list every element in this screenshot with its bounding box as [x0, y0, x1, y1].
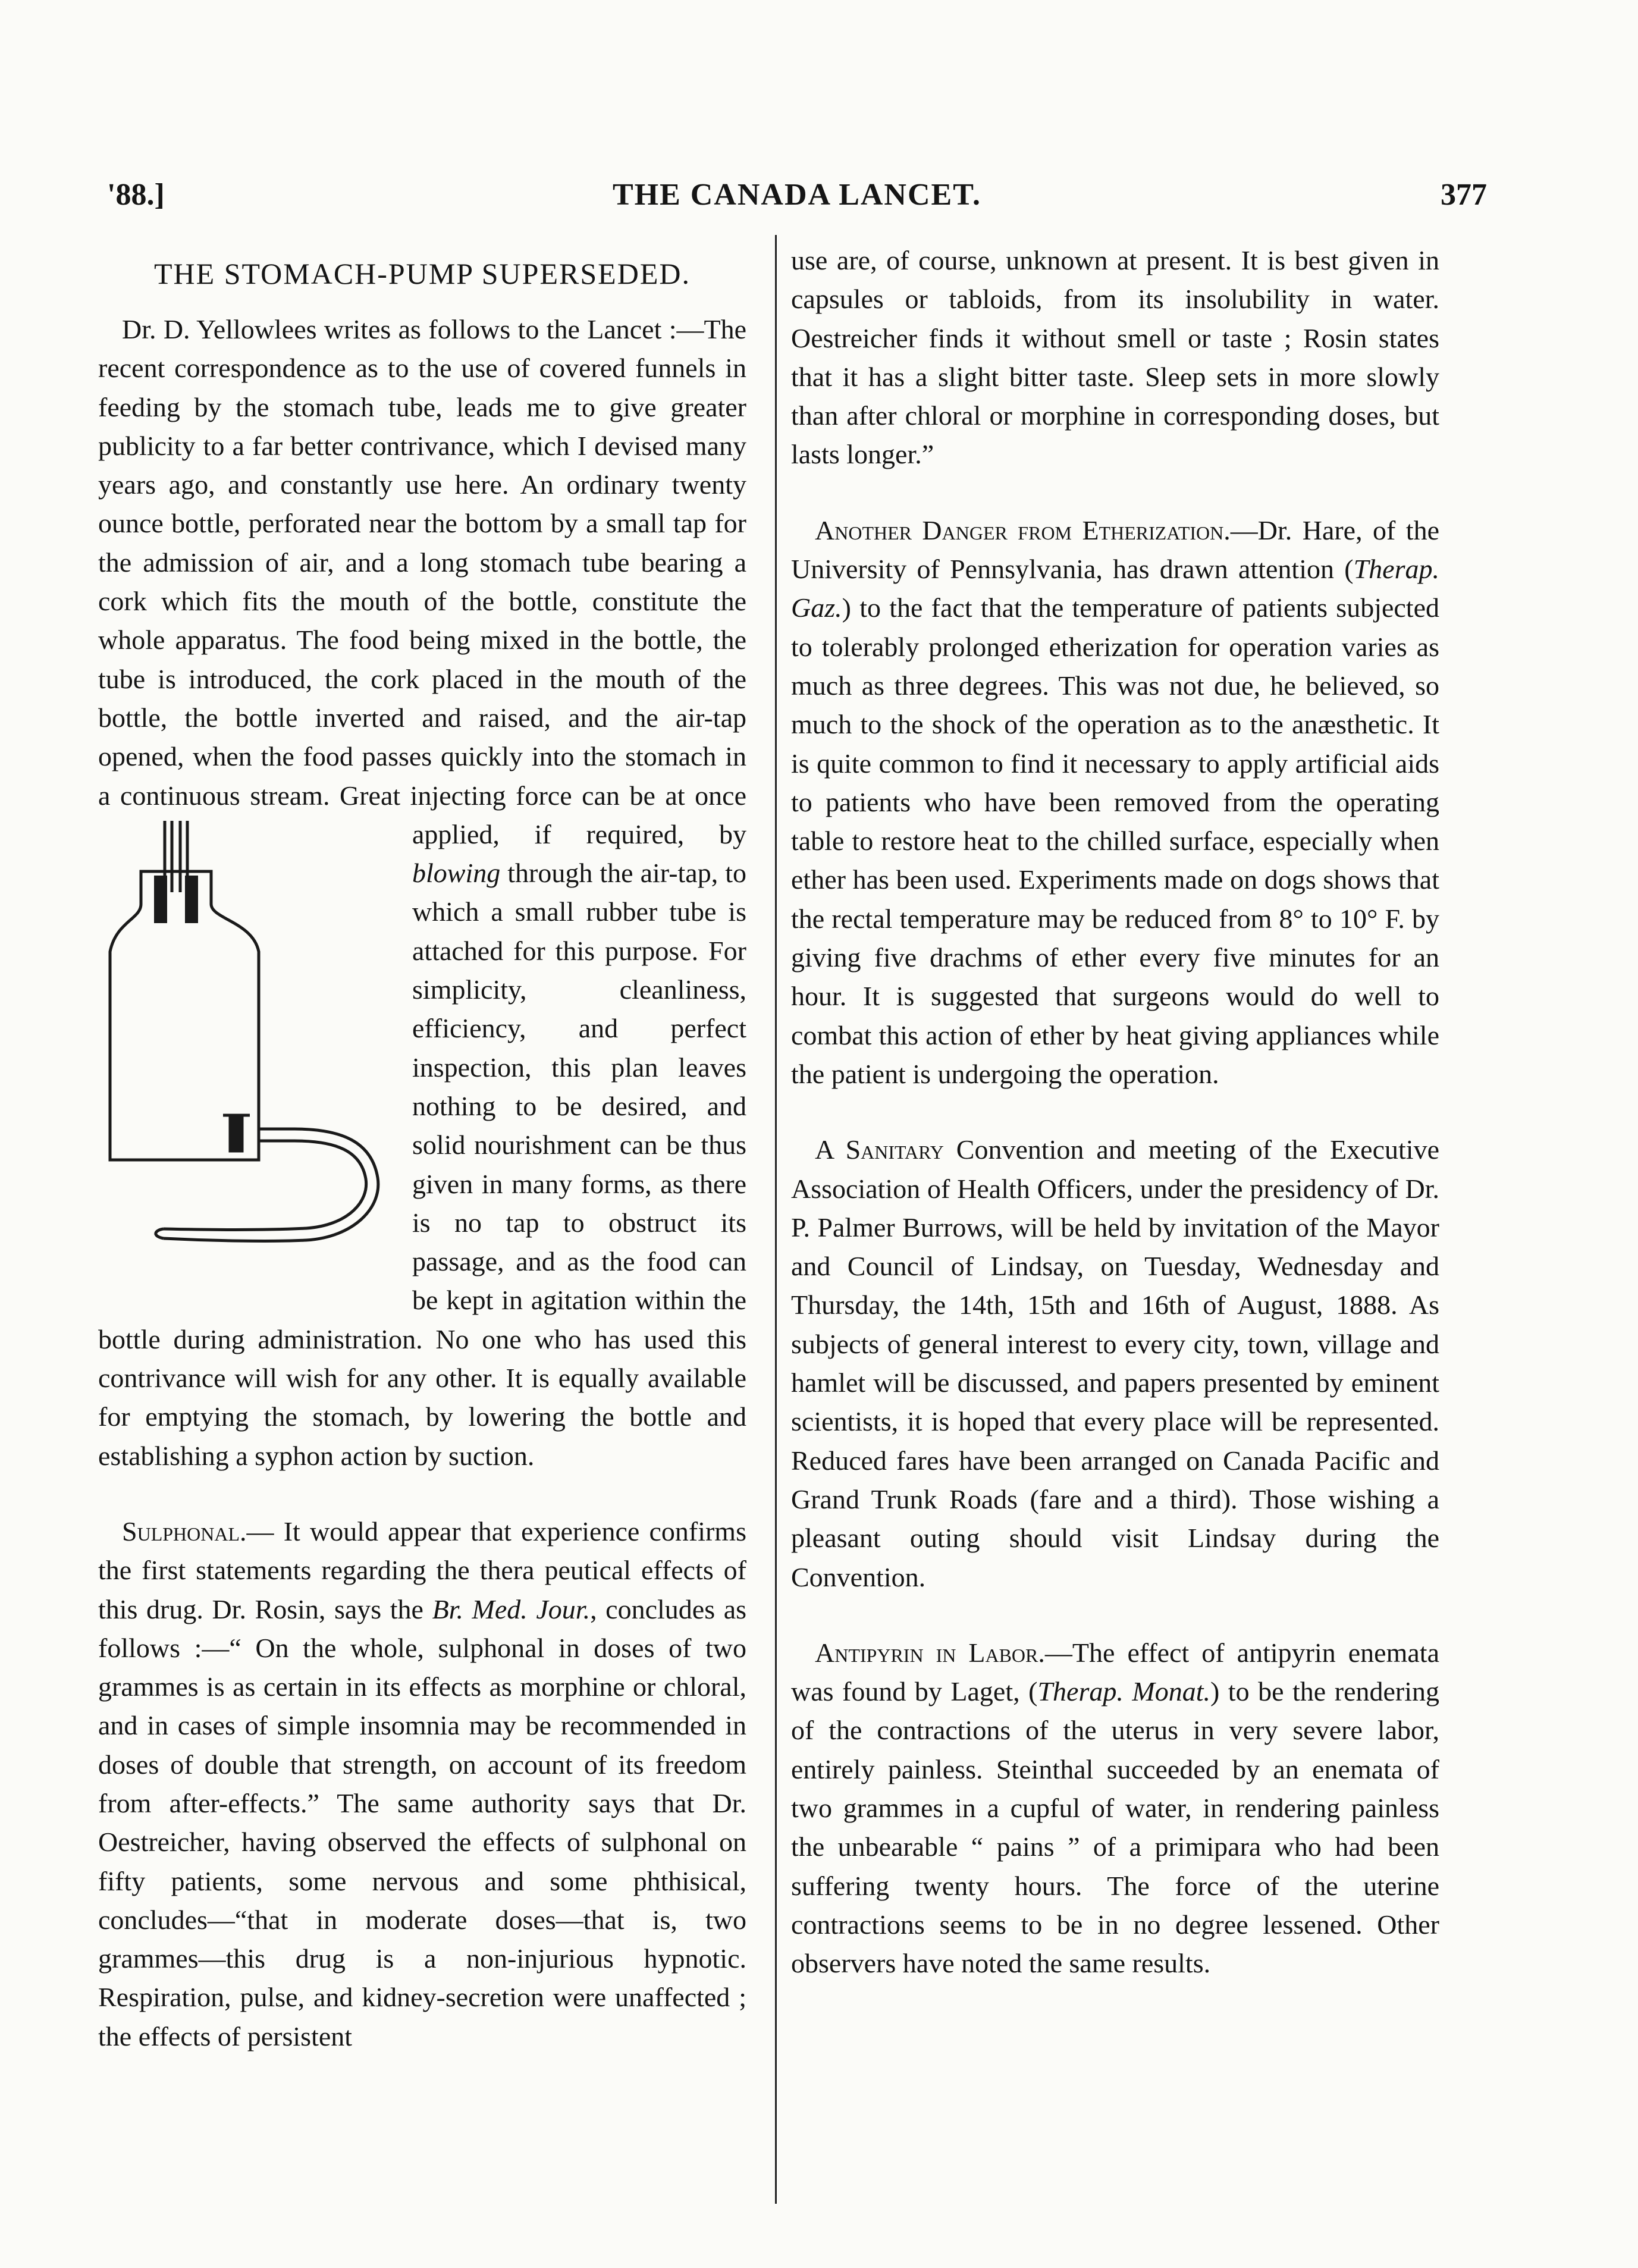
text-sulphonal-part2: , concludes as follows :—“ On the whole, sulphonal in doses of two grammes is as certain in its effects as morphine or chloral, and in cases of simple insomnia may be recommended in doses of double that strength, on account of its freedom from after-effects.” The same authority says that Dr. Oestreicher, having observed the effects of sulphonal on fifty patients, some nervous and some phthisical, concludes—“that in moderate doses—that is, two grammes—this drug is a non-injurious hypnotic. Respiration, pulse, and kidney-secretion were unaffected ; the effects of persistent [98, 1593, 747, 2051]
paragraph-etherization [791, 511, 1439, 1093]
column-divider [775, 235, 777, 2204]
left-column [98, 241, 746, 2056]
journal-title: THE CANADA LANCET. [612, 178, 982, 212]
text-antipyrin-part1: —The effect of antipyrin enemata was found by Laget, ( [791, 1637, 1439, 1707]
text-stomach-pump-part1: Dr. D. Yellowlees writes as follows to the Lancet :—The recent correspondence as to the use of covered funnels in feeding by the stomach tube, leads me to give greater publicity to a far better contrivance, which I devised many years ago, and constantly use here. An ordinary twenty ounce bottle, perforated near the bottom by a small tap for the admission of air, and a long stomach tube bearing a cork which fits the mouth of the bottle, constitute the whole apparatus. The food being mixed in the bottle, the tube is introduced, the cork placed in the mouth of the bottle, the bottle inverted and raised, and the air-tap opened, when the food passes quickly into the stomach in a continuous stream. Great injecting force can be at once applied, if required, by [98, 314, 746, 849]
section-lead-antipyrin: Antipyrin in Labor. [815, 1637, 1045, 1668]
page-number: 377 [1441, 178, 1487, 212]
text-etherization-part1: —Dr. Hare, of the University of Pennsylvania, has drawn attention ( [791, 515, 1439, 585]
running-header [107, 172, 1487, 226]
paragraph-stomach-pump [98, 310, 746, 1475]
text-etherization-part2: ) to the fact that the temperature of patients subjected to tolerably prolonged etherization for operation varies as much as three degrees. This was not due, he believed, so much to the shock of the operation as to the anæsthetic. It is quite common to find it necessary to apply artificial aids to patients who have been removed from the operating table to restore heat to the chilled surface, especially when ether has been used. Experiments made on dogs shows that the rectal temperature may be reduced from 8° to 10° F. by giving five drachms of ether every five minutes for an hour. It is suggested that surgeons would do well to combat this action of ether by heat giving appliances while the patient is undergoing the operation. [791, 592, 1439, 1089]
paragraph-antipyrin [791, 1633, 1439, 1983]
paragraph-sulphonal-continued: use are, of course, unknown at present. It is best given in capsules or tabloids, from its insolubility in water. Oestreicher finds it without smell or taste ; Rosin states that it has a slight bitter taste. Sleep sets in more slowly than after chloral or morphine in corresponding doses, but lasts longer.” [791, 245, 1439, 470]
section-lead-etherization: Another Danger from Etherization. [815, 515, 1231, 545]
article-title-stomach-pump: THE STOMACH-PUMP SUPERSEDED. [154, 257, 691, 290]
section-lead-sanitary: A Sanitary [815, 1134, 944, 1165]
bottle-figure [92, 815, 407, 1309]
text-sanitary-convention: Convention and meeting of the Executive Association of Health Officers, under the presidency of Dr. P. Palmer Burrows, will be held by invitation of the Mayor and Council of Lindsay, on Tuesday, Wednesday and Thursday, the 14th, 15th and 16th of August, 1888. As subjects of general interest to every city, town, village and hamlet will be discussed, and papers presented by eminent scientists, it is hoped that every place will be represented. Reduced fares have been arranged on Canada Pacific and Grand Trunk Roads (fare and a third). Those wishing a pleasant outing should visit Lindsay during the Convention. [791, 1134, 1439, 1592]
section-lead-sulphonal: Sulphonal. [122, 1516, 247, 1546]
text-italic-blowing: blowing [412, 858, 501, 889]
text-italic-br-med-jour: Br. Med. Jour. [432, 1593, 591, 1624]
right-column [791, 241, 1439, 1982]
header-year: '88.] [107, 178, 165, 212]
text-italic-therap-gaz: Therap. Gaz. [791, 554, 1439, 623]
paragraph-sanitary-convention [791, 1130, 1439, 1596]
text-sulphonal-part1: — It would appear that experience confirms the first statements regarding the thera peutical effects of this drug. Dr. Rosin, says the [98, 1516, 746, 1624]
text-italic-therap-monat: Therap. Monat. [1037, 1676, 1210, 1707]
text-stomach-pump-part2: through the air-tap, to which a small rubber tube is attached for this purpose. For simplicity, cleanliness, efficiency, and perfect inspection, this plan leaves nothing to be desired, and solid nourishment can be thus given in many forms, as there is no tap to obstruct its passage, and as the food can be kept in agitation within the bottle during administration. No one who has used this contrivance will wish for any other. It is equally available for emptying the stomach, by lowering the bottle and establishing a syphon action by suction. [98, 858, 746, 1471]
text-antipyrin-part2: ) to be the rendering of the contractions of the uterus in very severe labor, entirely painless. Steinthal succeeded by an enemata of two grammes in a cupful of water, in rendering painless the unbearable “ pains ” of a primipara who had been suffering twenty hours. The force of the uterine contractions seems to be in no degree lessened. Other observers have noted the same results. [791, 1676, 1439, 1979]
stomach-pump-bottle-illustration [92, 815, 407, 1309]
paragraph-sulphonal [98, 1512, 746, 2056]
